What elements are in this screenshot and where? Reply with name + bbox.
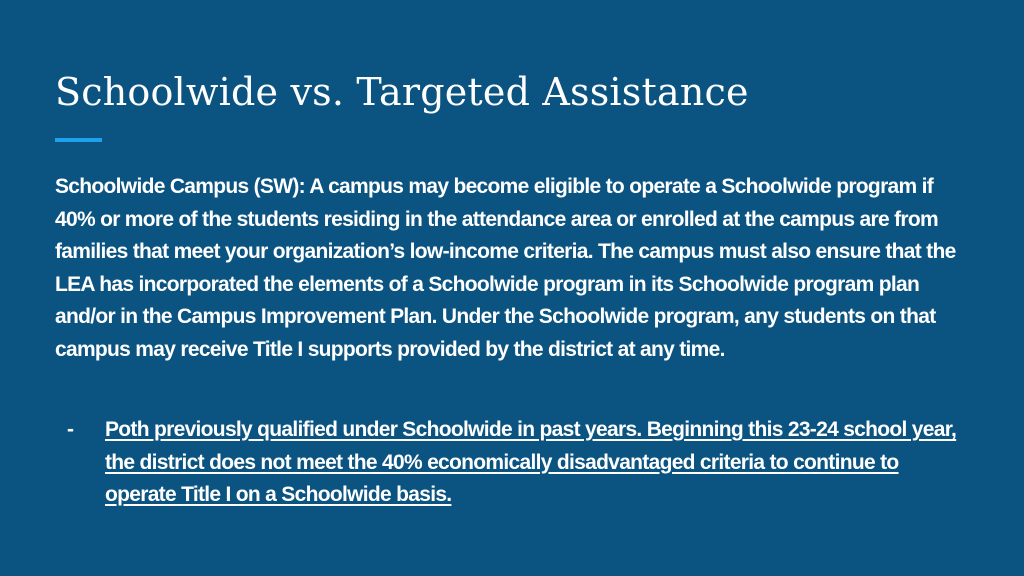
body-paragraph: Schoolwide Campus (SW): A campus may become eligible to operate a Schoolwide program if 40% or more of the students residing in the attendance area or enrolled at the campus are from families that meet your organization’s low-income criteria. The campus must also ensure that the LEA has incorporated the elements of a Schoolwide program in its Schoolwide program plan and/or in the Campus Improvement Plan. Under the Schoolwide program, any students on that campus may receive Title I supports provided by the district at any time. xyxy=(55,175,956,361)
slide-title: Schoolwide vs. Targeted Assistance xyxy=(55,70,749,114)
bullet-marker: - xyxy=(67,418,74,441)
title-accent-rule xyxy=(55,138,102,142)
bullet-link-text[interactable]: Poth previously qualified under Schoolwide in past years. Beginning this 23-24 school year, the district does not meet the 40% economically disadvantaged criteria to continue to operate Title I on a Schoolwide basis. xyxy=(105,418,957,506)
bullet-item xyxy=(55,414,975,514)
